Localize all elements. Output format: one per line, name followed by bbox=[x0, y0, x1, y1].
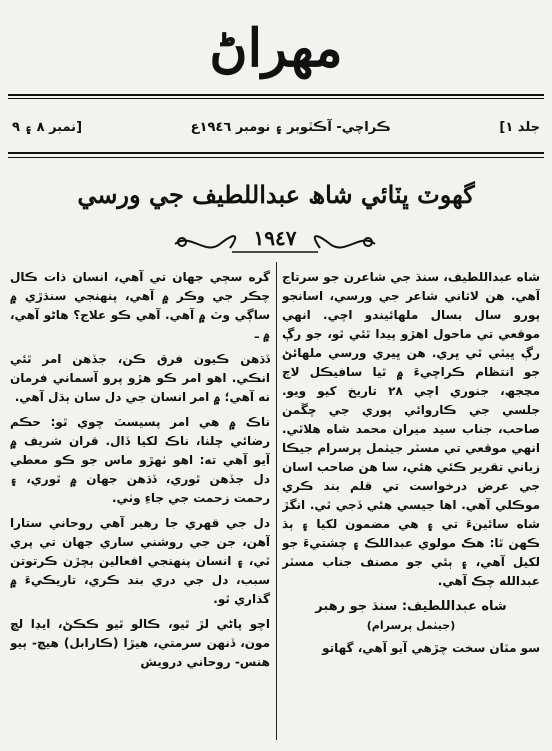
dateline-rule-top bbox=[8, 152, 544, 154]
right-paragraph: شاه عبداللطيف، سنڌ جي شاعرن جو سرتاج آهي. هن لاثاني شاعر جي ورسي، اسانجو پورو سال بسال ملهائيندو اچي. انهي موقعي تي ماحول اهڙو پيدا ٿئي ٿو، جو رڳ رڳ ڀيٽي ٿي ڀري. هن ڀيري ورسي ملهائڻ جو انتظام ڪراچيءَ ۾ ٿيا سافيڪل لاڄ مڃجھ، جنوري اچي ٢٨ تاريخ کيو ويو. جلسي جي ڪاروائي پوري جي چڱمن صاحب، جناب سيد ميران محمد شاه هلاٿي. انهي موقعي تي مسٽر جيٺمل پرسرام جيڪا زباني تقرير ڪئي هئي، سا هن صاحب اسان جي عرض درخواست تي قلم بند ڪري موڪلي آهي. اها جيسي هئي ڏجي ٿي. انگڙ شاه سائينءَ تي ۽ هي مضمون لکيا ۽ ٻڌ ڪهن ٿا: هڪ مولوي عبداللڪ ۽ چشتيءَ جو لکيل آهي، ۽ ٻئي جو مصنف جناب مسٽر عبدالله چڪ آهي. bbox=[282, 270, 540, 588]
masthead-rule-top bbox=[8, 94, 544, 96]
left-paragraph: دل جي قهري جا رهبر آهي روحاني ستارا آهن، جن جي روشني ساري جهان تي پري ٿي، ۽ انسان پنهنجي افعالين ٻچڙن ڪرتوتن سبب، دل جي دري بند ڪري، تاريڪيءَ ۾ گذاري ٿو. bbox=[10, 516, 270, 606]
right-column bbox=[282, 268, 540, 736]
left-paragraph: اچو پاڻي لڙ ٿيو، ڪالو ٿيو ڪڪڻ، ايڊا لڇ مون، ڏنهن سرمتي، هيڙا (ڪارابل) هيچ- ٻيو هنس- روحاني درويش bbox=[10, 617, 270, 669]
volume-label: جلد ١] bbox=[499, 119, 540, 135]
column-divider bbox=[276, 262, 277, 740]
issue-label: [نمبر ٨ ۽ ٩ bbox=[12, 119, 83, 135]
dateline-rule-bottom bbox=[8, 157, 544, 158]
subheading-author: (جيٺمل پرسرام) bbox=[366, 619, 456, 632]
left-column bbox=[10, 268, 270, 736]
year-label: ١٩٤٧ bbox=[253, 226, 297, 250]
left-paragraph: گره سڄي جهان تي آهي، انسان ذات ڪال چڪر جي وڪر ۾ آهي، پنهنجي سنڌڙي ۾ ساڳي وٽ ۾ آهي. آهي ڪو علاج؟ هاڻو آهي، ۾ ـ bbox=[10, 270, 270, 341]
dateline bbox=[12, 114, 540, 140]
date-label: ڪراچي- آڪٽوبر ۽ نومبر ١٩٤٦ع bbox=[190, 119, 391, 135]
left-paragraph: ڏڌهن ڪيون فرق ڪن، جڏهن امر ٿئي انڪي. اهو امر ڪو هڙو پرو آسماني فرمان نه آهي؛ ۾ امر انسان جي دل سان ٻڌل آهي. bbox=[10, 352, 270, 404]
left-paragraph: ناڪ ۾ هي امر پسيسٽ چوي ٿو: حڪم رضائي چلنا، ناڪ لکيا ڏال. قران شريف ۾ آيو آهي ته: اهو ٺهڙو ماس جو ڪو معطي دل جڏهن ٿوري، ڏڌهن جهان ۾ ٿوري، ۽ رحمت زحمت جي جاءِ وٺي. bbox=[10, 415, 270, 505]
right-closing-line: سو مٽان سخت چڙهي آيو آهي، گھاتو bbox=[322, 641, 540, 655]
masthead-rule-bottom bbox=[8, 98, 544, 99]
year-ornament bbox=[170, 222, 380, 262]
article-headline: گھوٽ ڀٽائي شاھ عبداللطيف جي ورسي bbox=[77, 180, 475, 209]
masthead-title: مهراڻ bbox=[209, 18, 343, 79]
subheading: شاه عبداللطيف: سنڌ جو رهبر bbox=[315, 599, 507, 614]
